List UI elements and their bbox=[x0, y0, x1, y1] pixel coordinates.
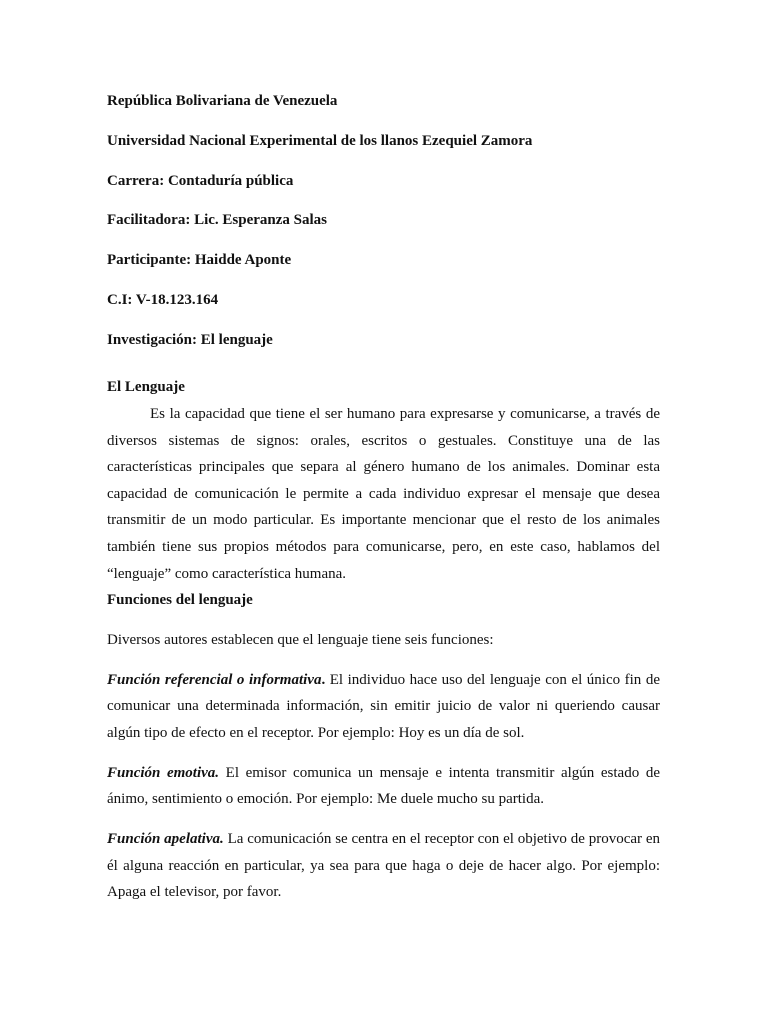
header-university: Universidad Nacional Experimental de los llanos Ezequiel Zamora bbox=[107, 132, 533, 149]
section-title-el-lenguaje: El Lenguaje bbox=[107, 379, 185, 396]
header-facilitator: Facilitadora: Lic. Esperanza Salas bbox=[107, 212, 327, 229]
function-paragraph-emotiva bbox=[107, 760, 660, 813]
header-participant: Participante: Haidde Aponte bbox=[107, 252, 292, 269]
header-republic: República Bolivariana de Venezuela bbox=[107, 93, 338, 109]
document-page bbox=[107, 88, 660, 919]
function-paragraph-referencial bbox=[107, 667, 660, 747]
function-description: La comunicación se centra en el receptor con el objetivo de provocar en él alguna reacción en particular, ya sea para que haga o deje de hacer algo. Por ejemplo: Apaga el televisor, por favor. bbox=[107, 831, 660, 901]
functions-intro: Diversos autores establecen que el lenguaje tiene seis funciones: bbox=[107, 632, 494, 648]
section-title-funciones: Funciones del lenguaje bbox=[107, 592, 253, 609]
function-term: Función referencial o informativa bbox=[107, 671, 322, 688]
function-paragraph-apelativa bbox=[107, 826, 660, 906]
function-description: El emisor comunica un mensaje e intenta transmitir algún estado de ánimo, sentimiento o emoción. Por ejemplo: Me duele mucho su partida. bbox=[107, 764, 660, 808]
header-research-topic: Investigación: El lenguaje bbox=[107, 331, 273, 348]
section-body-el-lenguaje: Es la capacidad que tiene el ser humano para expresarse y comunicarse, a través de diversos sistemas de signos: orales, escritos o gestuales. Constituye una de las características principales que separa al género humano de los animales. Dominar esta capacidad de comunicación le permite a cada individuo expresar el mensaje que desea transmitir de un modo particular. Es importante mencionar que el resto de los animales también tiene sus propios métodos para comunicarse, pero, en este caso, hablamos del “lenguaje” como característica humana. bbox=[107, 406, 660, 582]
header-id-number: C.I: V-18.123.164 bbox=[107, 291, 219, 308]
header-career: Carrera: Contaduría pública bbox=[107, 172, 294, 189]
function-description: El individuo hace uso del lenguaje con el único fin de comunicar una determinada información, sin emitir juicio de valor ni queriendo causar algún tipo de efecto en el receptor. Por ejemplo: Hoy es un día de sol. bbox=[107, 671, 661, 741]
function-term: Función emotiva. bbox=[107, 764, 220, 781]
function-term: Función apelativa. bbox=[107, 831, 224, 848]
function-term-punct: . bbox=[321, 671, 326, 688]
